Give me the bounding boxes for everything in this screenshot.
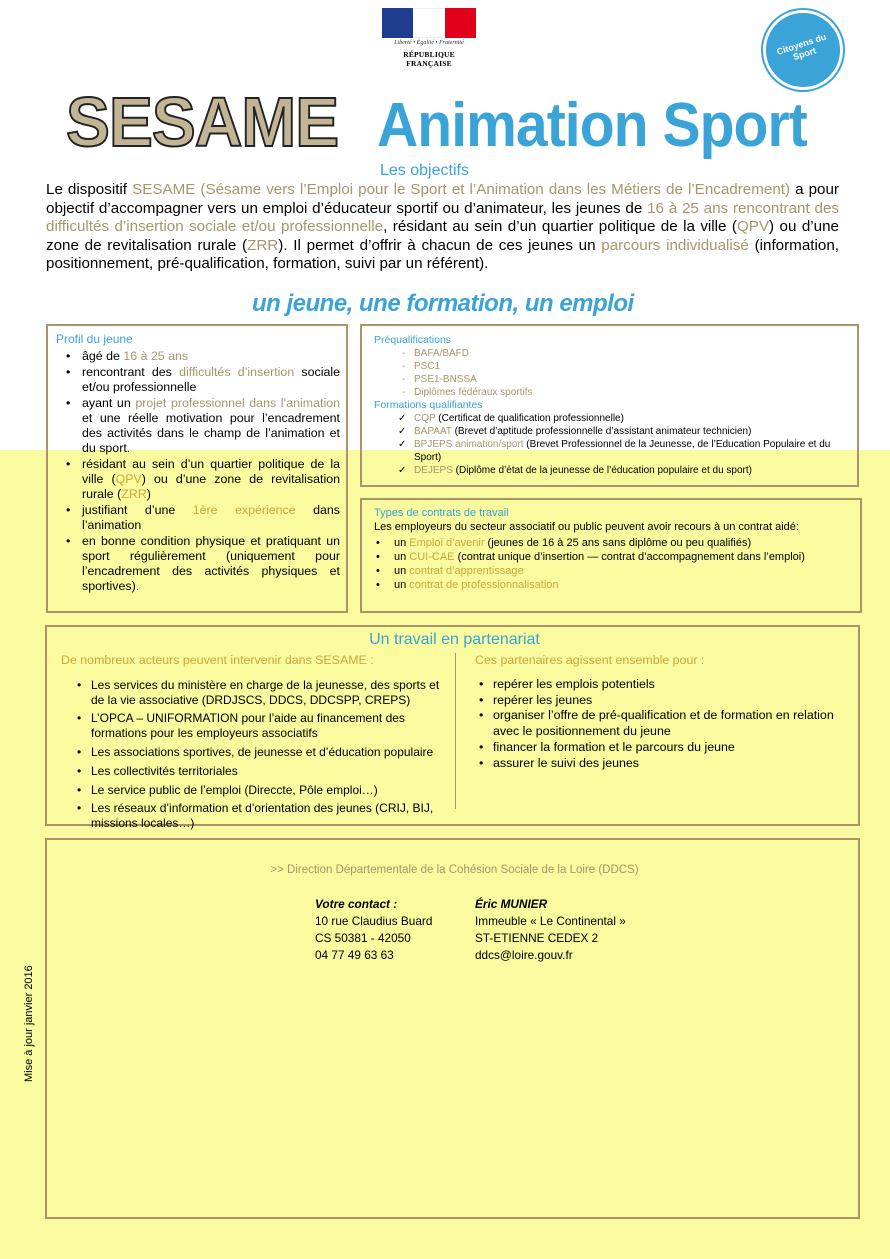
contact-address: 10 rue Claudius Buard <box>315 914 433 928</box>
list-item: • âgé de 16 à 25 ans <box>56 349 340 364</box>
intro-text: (information, positionnement, pré-qualification, formation, suivi par un référent). <box>46 236 839 273</box>
list-item: • un Emploi d’avenir (jeunes de 16 à 25 ans sans diplôme ou peu qualifiés) <box>374 536 852 550</box>
prequal-heading: Préqualifications <box>374 334 452 346</box>
contrats-box <box>360 498 862 613</box>
contact-box <box>45 838 860 1219</box>
list-item: ✓ BAPAAT (Brevet d’aptitude professionnelle d’assistant animateur technicien) <box>374 425 849 438</box>
rf-devise: Liberté • Égalité • Fraternité <box>394 40 464 46</box>
contact-building: Immeuble « Le Continental » <box>475 914 626 928</box>
list-item: • en bonne condition physique et pratiquant un sport régulièrement (uniquement pour l’encadrement des activités physiques et sportives). <box>56 534 340 594</box>
profil-box <box>46 324 348 613</box>
list-item: • Les services du ministère en charge de la jeunesse, des sports et de la vie associative (DRDJSCS, DDCS, DDCSPP, CREPS) <box>61 678 451 708</box>
partenariat-acteurs <box>61 653 451 835</box>
slogan: un jeune, une formation, un emploi <box>252 290 634 317</box>
title-animation-sport: Animation Sport <box>377 91 807 160</box>
list-item: • repérer les emplois potentiels <box>475 677 845 693</box>
list-item: • organiser l’offre de pré-qualification et de formation en relation avec le positionnement du jeune <box>475 708 845 740</box>
contact-email[interactable]: ddcs@loire.gouv.fr <box>475 948 573 962</box>
actions-heading: Ces partenaires agissent ensemble pour : <box>475 653 705 667</box>
intro-sesame: SESAME (Sésame vers l’Emploi pour le Sport et l’Animation dans les Métiers de l’Encadrement) <box>132 181 791 198</box>
contrats-heading: Types de contrats de travail <box>374 507 509 519</box>
partenariat-box <box>45 625 860 831</box>
partenariat-heading: Un travail en partenariat <box>369 631 540 648</box>
prequalifications-box <box>360 324 859 487</box>
contact-phone: 04 77 49 63 63 <box>315 948 394 962</box>
list-item: • un contrat d’apprentissage <box>374 564 852 578</box>
contact-name: Éric MUNIER <box>475 897 548 911</box>
list-item: • repérer les jeunes <box>475 693 845 709</box>
acteurs-list <box>61 678 451 831</box>
list-item: • Les collectivités territoriales <box>61 764 451 779</box>
contact-city: ST-ETIENNE CEDEX 2 <box>475 931 599 945</box>
list-item: • Le service public de l’emploi (Direccte, Pôle emploi…) <box>61 783 451 798</box>
tricolor-flag-icon <box>382 8 476 38</box>
objectives-heading: Les objectifs <box>380 162 469 179</box>
list-item: • un contrat de professionnalisation <box>374 578 852 592</box>
list-item: - Diplômes fédéraux sportifs <box>374 386 849 399</box>
intro-text: ) ou d’une zone de revitalisation rurale ( <box>46 218 839 254</box>
rf-name: RÉPUBLIQUE FRANÇAISE <box>403 50 455 68</box>
list-item: - PSC1 <box>374 360 849 373</box>
contact-direction: >> Direction Départementale de la Cohésion Sociale de la Loire (DDCS) <box>270 864 639 876</box>
intro-text: a pour objectif d’accompagner vers un emploi d’éducateur sportif ou d’animateur, les jeunes de <box>46 181 839 217</box>
list-item: - PSE1-BNSSA <box>374 373 849 386</box>
partenariat-actions <box>475 653 845 772</box>
intro-age: 16 à 25 ans rencontrant des difficultés d’insertion sociale et/ou professionnelle <box>46 199 839 236</box>
update-date: Mise à jour janvier 2016 <box>23 965 35 1082</box>
list-item: • Les réseaux d’information et d’orientation des jeunes (CRIJ, BIJ, missions locales…) <box>61 801 451 831</box>
list-item: • un CUI-CAE (contrat unique d’insertion — contrat d’accompagnement dans l’emploi) <box>374 550 852 564</box>
citoyens-du-sport-badge <box>763 10 843 90</box>
list-item: • financer la formation et le parcours du jeune <box>475 740 845 756</box>
title-sesame: SESAME <box>66 83 339 161</box>
list-item: • résidant au sein d’un quartier politique de la ville (QPV) ou d’une zone de revitalisation rurale (ZRR) <box>56 457 340 502</box>
intro-zrr: ZRR <box>247 236 279 254</box>
intro-qpv: QPV <box>736 218 770 236</box>
list-item: • L’OPCA – UNIFORMATION pour l’aide au financement des formations pour les employeurs associatifs <box>61 711 451 741</box>
profil-list <box>56 349 340 594</box>
intro-paragraph <box>46 181 839 274</box>
list-item: • ayant un projet professionnel dans l’animation et une réelle motivation pour l’encadrement des activités dans le champ de l’animation et du sport. <box>56 396 340 456</box>
formations-heading: Formations qualifiantes <box>374 399 483 411</box>
intro-text: , résidant au sein d’un quartier politique de la ville ( <box>383 218 737 236</box>
contrats-intro: Les employeurs du secteur associatif ou public peuvent avoir recours à un contrat aidé: <box>374 521 799 533</box>
formations-list <box>374 412 849 477</box>
list-item: • Les associations sportives, de jeunesse et d’éducation populaire <box>61 745 451 760</box>
list-item: ✓ DEJEPS (Diplôme d’état de la jeunesse de l’éducation populaire et du sport) <box>374 464 849 477</box>
list-item: ✓ BPJEPS animation/sport (Brevet Professionnel de la Jeunesse, de l’Education Populaire et du Sport) <box>374 438 849 464</box>
list-item: • assurer le suivi des jeunes <box>475 756 845 772</box>
list-item: - BAFA/BAFD <box>374 347 849 360</box>
intro-text: Le dispositif <box>46 181 133 198</box>
contact-cs: CS 50381 - 42050 <box>315 931 411 945</box>
list-item: • justifiant d’une 1ère expérience dans l’animation <box>56 503 340 533</box>
intro-text: ). Il permet d’offrir à chacun de ces jeunes un <box>278 236 602 254</box>
republique-francaise-logo <box>382 8 476 68</box>
partenariat-divider <box>455 653 456 809</box>
intro-parcours: parcours individualisé <box>601 236 749 254</box>
contact-details <box>315 896 626 964</box>
contact-label: Votre contact : <box>315 897 398 911</box>
list-item: • rencontrant des difficultés d’insertion sociale et/ou professionnelle <box>56 365 340 395</box>
list-item: ✓ CQP (Certificat de qualification professionnelle) <box>374 412 849 425</box>
contrats-list <box>374 536 852 592</box>
profil-heading: Profil du jeune <box>56 332 133 346</box>
prequal-list <box>374 347 849 399</box>
actions-list <box>475 677 845 772</box>
badge-label: Citoyens du Sport <box>775 31 828 63</box>
acteurs-heading: De nombreux acteurs peuvent intervenir dans SESAME : <box>61 653 374 667</box>
